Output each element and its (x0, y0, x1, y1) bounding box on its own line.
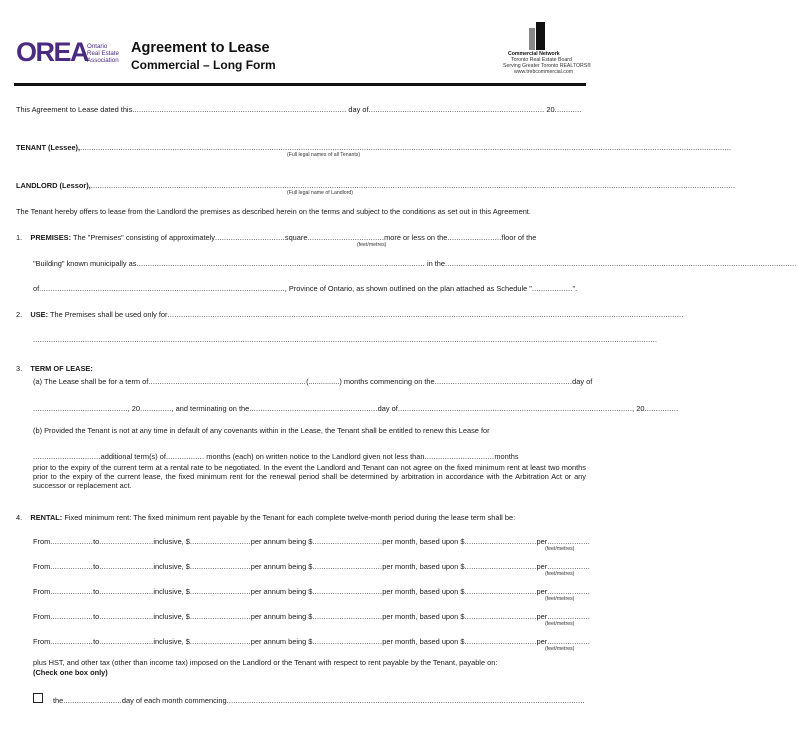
day-of-label: day of (572, 377, 593, 386)
annual-rent-field[interactable]: ........................... (189, 612, 251, 621)
unit-field[interactable]: ................... (547, 562, 591, 571)
page-title: Agreement to Lease (131, 40, 270, 56)
from-label: From (33, 637, 51, 646)
terminate-month-field[interactable]: ........................................................................................................ (397, 404, 633, 413)
unit-field[interactable]: ................... (547, 587, 591, 596)
monthly-rent-field[interactable]: ............................... (312, 637, 383, 646)
day-of-label: day of (377, 404, 398, 413)
rental-label: RENTAL: (30, 513, 63, 522)
day-of-label: day of (348, 105, 369, 114)
network-title: Commercial Network (508, 51, 560, 57)
terminate-year-field[interactable]: ............... (644, 404, 679, 413)
term-a-line2: .........................................., 20.............., and terminating on the.........................................................day of........................................................................................................, 20............... (33, 404, 679, 413)
rent-row (33, 587, 591, 596)
of-label: of (33, 284, 40, 293)
use-field-line2[interactable]: ..................................................................................................................................................................................................................................................................................... (33, 335, 658, 344)
dated-field[interactable]: ............................................................................................... (132, 105, 347, 114)
term-b-text: (b) Provided the Tenant is not at any time in default of any covenants within in the Lease, the Tenant shall be entitled to renew this Lease for (33, 426, 490, 435)
per-label: per (536, 612, 548, 621)
rate-field[interactable]: ................................ (464, 637, 537, 646)
check-one-label: (Check one box only) (33, 668, 108, 677)
term-label: TERM OF LEASE: (30, 364, 93, 373)
feet-metres-caption: (feet/metres) (545, 621, 575, 627)
section-number: 4. (16, 513, 23, 522)
term-length-field[interactable]: ...................................................................... (148, 377, 307, 386)
from-label: From (33, 562, 51, 571)
term-a-line1 (33, 377, 593, 386)
in-the-label: in the (426, 259, 446, 268)
commence-year-field[interactable]: .............. (140, 404, 172, 413)
network-line: Toronto Real Estate Board (511, 57, 572, 63)
from-date-field[interactable]: ................... (50, 562, 94, 571)
more-or-less-label: more or less on the (384, 233, 448, 242)
from-date-field[interactable]: ................... (50, 537, 94, 546)
terminating-label: , and terminating on the (171, 404, 250, 413)
unit-field[interactable]: .................................. (307, 233, 385, 242)
inclusive-label: inclusive, $ (153, 612, 190, 621)
feet-metres-caption: (feet/metres) (545, 596, 575, 602)
rental-text: Fixed minimum rent: The fixed minimum rent payable by the Tenant for each complete twelve-month period during the lease term shall be: (64, 513, 516, 522)
unit-field[interactable]: ................... (547, 612, 591, 621)
inclusive-label: inclusive, $ (153, 562, 190, 571)
term-b-paragraph: prior to the expiry of the current term at a rental rate to be negotiated. In the event the Landlord and Tenant can not agree on the fixed minimum rent at least two months prior to the expiry of the current lease, the fixed minimum rent for the renewal period shall be determined by arbitration in accordance with the Arbitration Act or any successor or replacement act. (33, 463, 586, 490)
additional-terms-field[interactable]: .............................. (33, 452, 101, 461)
per-label: per (536, 637, 548, 646)
notice-months-field[interactable]: ............................... (424, 452, 495, 461)
floor-label: floor of the (501, 233, 537, 242)
months-label: months (494, 452, 519, 461)
hst-text: plus HST, and other tax (other than income tax) imposed on the Landlord or the Tenant with respect to rent payable by the Tenant, payable on: (33, 658, 498, 667)
orea-logo (16, 37, 88, 68)
rental-heading (16, 513, 515, 522)
landlord-caption: (Full legal name of Landlord) (287, 190, 354, 196)
term-b-line2 (33, 452, 586, 461)
header-divider (14, 83, 586, 86)
section-number: 1. (16, 233, 23, 242)
to-date-field[interactable]: ........................ (99, 562, 154, 571)
province-text: , Province of Ontario, as shown outlined on the plan attached as Schedule " (284, 284, 532, 293)
logo-wordmark: OREA (16, 37, 89, 67)
building-label: "Building" known municipally as (33, 259, 137, 268)
premises-line3 (33, 284, 586, 293)
annual-rent-field[interactable]: ........................... (189, 587, 251, 596)
use-line1 (16, 310, 684, 319)
per-label: per (536, 562, 548, 571)
section-number: 3. (16, 364, 23, 373)
logo-sub-line: Ontario (87, 43, 108, 50)
month-field[interactable]: .............................................................................. (368, 105, 545, 114)
logo-subtext (87, 44, 119, 64)
per-label: per (536, 537, 548, 546)
premises-label: PREMISES: (30, 233, 72, 242)
inclusive-label: inclusive, $ (153, 537, 190, 546)
to-date-field[interactable]: ........................ (99, 587, 154, 596)
feet-metres-caption: (feet/metres) (545, 646, 575, 652)
per-annum-label: per annum being $ (250, 562, 313, 571)
landlord-label: LANDLORD (Lessor), (16, 181, 91, 190)
per-month-label: per month, based upon $ (382, 637, 465, 646)
per-month-label: per month, based upon $ (382, 612, 465, 621)
to-label: to (93, 537, 100, 546)
terminate-day-field[interactable]: ......................................................... (249, 404, 378, 413)
to-label: to (93, 587, 100, 596)
logo-sub-line: Association (87, 56, 119, 64)
logo-sub-line: Real Estate (87, 49, 119, 57)
tenant-line (16, 143, 732, 152)
renewal-months-field[interactable]: ................. (165, 452, 205, 461)
schedule-end: ". (572, 284, 578, 293)
per-month-label: per month, based upon $ (382, 537, 465, 546)
payment-start-field[interactable]: ............................................................................................................................................................... (226, 696, 585, 705)
year-label: 20 (636, 404, 645, 413)
term-number-field[interactable]: (...............) (306, 377, 342, 386)
square-label: square (284, 233, 308, 242)
premises-text: The "Premises" consisting of approximately (72, 233, 216, 242)
year-field[interactable]: ............ (554, 105, 582, 114)
monthly-checkbox[interactable] (33, 693, 43, 703)
landlord-line (16, 181, 736, 190)
use-field[interactable]: ..................................................................................................................................................................................................................................... (167, 310, 684, 319)
term-a-text: (a) The Lease shall be for a term of (33, 377, 149, 386)
section-number: 2. (16, 310, 23, 319)
rent-row (33, 537, 591, 546)
rate-field[interactable]: ................................ (464, 537, 537, 546)
unit-field[interactable]: ................... (547, 637, 591, 646)
to-label: to (93, 612, 100, 621)
use-label: USE: (30, 310, 49, 319)
additional-label: additional term(s) of (100, 452, 166, 461)
unit-field[interactable]: ................... (547, 537, 591, 546)
from-date-field[interactable]: ................... (50, 587, 94, 596)
rent-row (33, 612, 591, 621)
per-annum-label: per annum being $ (250, 637, 313, 646)
tenant-label: TENANT (Lessee), (16, 143, 81, 152)
premises-line2 (33, 259, 797, 268)
monthly-rent-field[interactable]: ............................... (312, 587, 383, 596)
annual-rent-field[interactable]: ........................... (189, 637, 251, 646)
to-date-field[interactable]: ........................ (99, 612, 154, 621)
notice-text: months (each) on written notice to the Landlord given not less than (206, 452, 425, 461)
rate-field[interactable]: ................................ (464, 612, 537, 621)
year-label: 20 (131, 404, 140, 413)
term-heading (16, 364, 93, 373)
dated-prefix: This Agreement to Lease dated this (16, 105, 133, 114)
floor-field[interactable]: ........................ (447, 233, 502, 242)
payment-day-field[interactable]: .......................... (63, 696, 122, 705)
rent-row (33, 562, 591, 571)
feet-metres-caption: (feet/metres) (357, 242, 387, 248)
premises-line1 (16, 233, 536, 242)
region-field[interactable]: ............................................................................................................. (39, 284, 285, 293)
commence-month-field[interactable]: .......................................... (33, 404, 128, 413)
the-label: the (53, 696, 64, 705)
inclusive-label: inclusive, $ (153, 587, 190, 596)
tenant-field[interactable]: ................................................................................................................................................................................................................................................................................................. (80, 143, 732, 152)
rate-field[interactable]: ................................ (464, 562, 537, 571)
municipality-field[interactable]: ............................................................................................................................................................ (445, 259, 797, 268)
per-annum-label: per annum being $ (250, 537, 313, 546)
landlord-field[interactable]: .............................................................................................................................................................................................................................................................................................. (90, 181, 736, 190)
monthly-rent-field[interactable]: ............................... (312, 537, 383, 546)
monthly-rent-field[interactable]: ............................... (312, 612, 383, 621)
offer-text: The Tenant hereby offers to lease from the Landlord the premises as described herein on the terms and subject to the conditions as set out in this Agreement. (16, 207, 531, 216)
schedule-field[interactable]: .................. (531, 284, 573, 293)
network-line: Serving Greater Toronto REALTORS® (503, 63, 592, 69)
per-month-label: per month, based upon $ (382, 587, 465, 596)
network-line: www.trebcommercial.com (514, 69, 574, 75)
rate-field[interactable]: ................................ (464, 587, 537, 596)
monthly-rent-field[interactable]: ............................... (312, 562, 383, 571)
from-label: From (33, 537, 51, 546)
use-text: The Premises shall be used only for (49, 310, 168, 319)
municipal-address-field[interactable]: ................................................................................................................................ (136, 259, 425, 268)
tenant-caption: (Full legal names of all Tenants) (287, 152, 361, 158)
from-label: From (33, 612, 51, 621)
building-icon (527, 22, 547, 50)
months-commencing-label: months commencing on the (343, 377, 435, 386)
monthly-line (53, 696, 586, 705)
rent-row (33, 637, 591, 646)
year-label: 20 (546, 105, 555, 114)
to-date-field[interactable]: ........................ (99, 637, 154, 646)
annual-rent-field[interactable]: ........................... (189, 537, 251, 546)
page-subtitle: Commercial – Long Form (131, 58, 276, 72)
to-label: to (93, 562, 100, 571)
commence-day-field[interactable]: ............................................................. (434, 377, 573, 386)
feet-metres-caption: (feet/metres) (545, 571, 575, 577)
per-annum-label: per annum being $ (250, 612, 313, 621)
feet-metres-caption: (feet/metres) (545, 546, 575, 552)
from-date-field[interactable]: ................... (50, 637, 94, 646)
to-label: to (93, 637, 100, 646)
from-date-field[interactable]: ................... (50, 612, 94, 621)
from-label: From (33, 587, 51, 596)
per-month-label: per month, based upon $ (382, 562, 465, 571)
per-annum-label: per annum being $ (250, 587, 313, 596)
day-each-month-label: day of each month commencing (121, 696, 227, 705)
per-label: per (536, 587, 548, 596)
to-date-field[interactable]: ........................ (99, 537, 154, 546)
annual-rent-field[interactable]: ........................... (189, 562, 251, 571)
dated-line (16, 105, 582, 114)
inclusive-label: inclusive, $ (153, 637, 190, 646)
area-field[interactable]: ............................... (215, 233, 285, 242)
